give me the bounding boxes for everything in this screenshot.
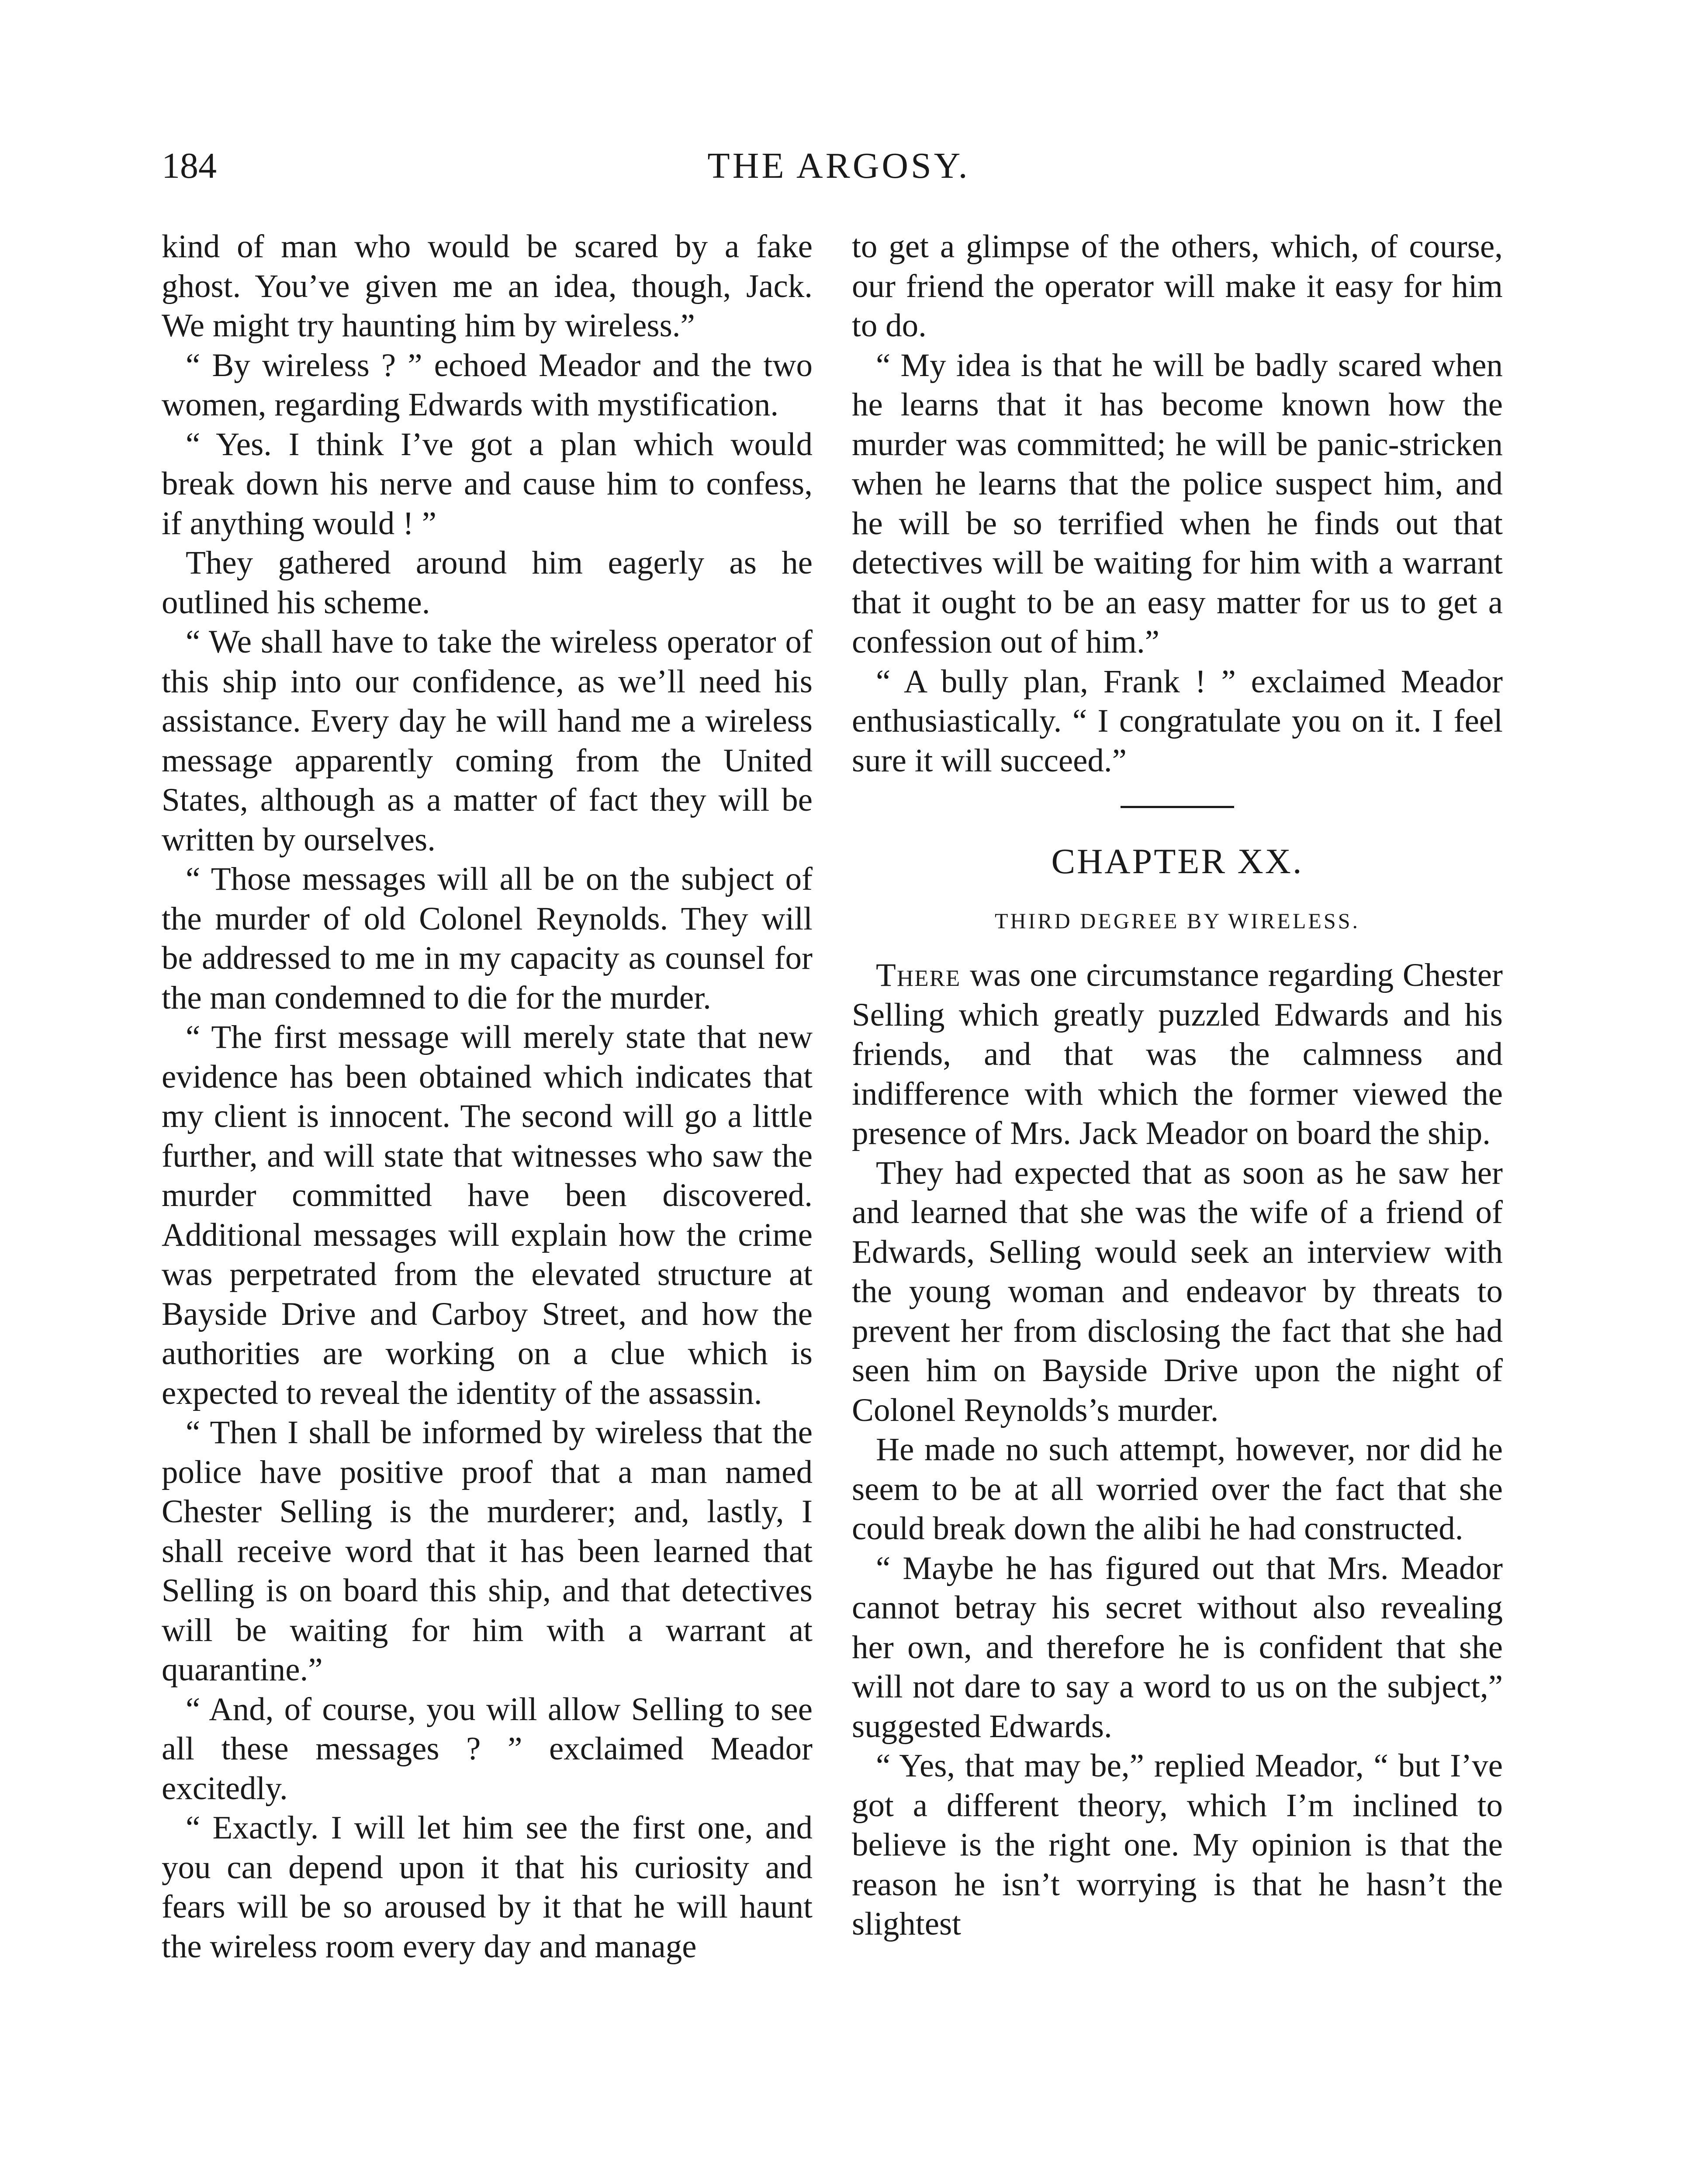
paragraph: kind of man who would be scared by a fake ghost. You’ve given me an idea, though, Jack. We might try haunting him by wireless.” bbox=[162, 228, 813, 344]
opening-word: There bbox=[876, 957, 961, 993]
paragraph: “ We shall have to take the wireless operator of this ship into our confidence, as we’ll need his assistance. Every day he will hand me a wireless message apparently coming from the United States, although as a matter of fact they will be written by ourselves. bbox=[162, 624, 813, 858]
paragraph: “ Yes. I think I’ve got a plan which would break down his nerve and cause him to confess, if anything would ! ” bbox=[162, 426, 813, 542]
paragraph: “ Maybe he has figured out that Mrs. Meador cannot betray his secret without also revealing her own, and therefore he is confident that she will not dare to say a word to us on the subject,” suggested Edwards. bbox=[852, 1550, 1503, 1745]
running-title: THE ARGOSY. bbox=[707, 145, 970, 186]
paragraph: “ A bully plan, Frank ! ” exclaimed Meador enthusiastically. “ I congratulate you on it. I feel sure it will succeed.” bbox=[852, 663, 1503, 779]
right-column bbox=[852, 227, 1503, 1944]
paragraph: “ Those messages will all be on the subject of the murder of old Colonel Reynolds. They will be addressed to me in my capacity as counsel for the man condemned to die for the murder. bbox=[162, 861, 813, 1016]
chapter-opening-paragraph bbox=[852, 956, 1503, 1154]
section-divider bbox=[1121, 806, 1234, 808]
page-number: 184 bbox=[162, 145, 217, 186]
paragraph: “ My idea is that he will be badly scared when he learns that it has become known how the murder was committed; he will be panic-stricken when he learns that the police suspect him, and he will be so terrified when he finds out that detectives will be waiting for him with a warrant that it ought to be an easy matter for us to get a confession out of him.” bbox=[852, 347, 1503, 660]
paragraph: “ And, of course, you will allow Selling to see all these messages ? ” exclaimed Meador excitedly. bbox=[162, 1691, 813, 1807]
chapter-title: CHAPTER XX. bbox=[1051, 841, 1304, 881]
paragraph: They gathered around him eagerly as he outlined his scheme. bbox=[162, 545, 813, 621]
paragraph: He made no such attempt, however, nor did he seem to be at all worried over the fact that she could break down the alibi he had constructed. bbox=[852, 1431, 1503, 1547]
chapter-subtitle: THIRD DEGREE BY WIRELESS. bbox=[994, 909, 1360, 933]
paragraph: to get a glimpse of the others, which, of course, our friend the operator will make it easy for him to do. bbox=[852, 228, 1503, 344]
page-header bbox=[162, 144, 1516, 197]
left-column bbox=[162, 227, 813, 1966]
opening-text: was one circumstance regarding Chester Selling which greatly puzzled Edwards and his friends, and that was the calmness and indifference with which the former viewed the presence of Mrs. Jack Meador on board the ship. bbox=[852, 957, 1503, 1151]
paragraph: “ By wireless ? ” echoed Meador and the two women, regarding Edwards with mystification. bbox=[162, 347, 813, 423]
paragraph: “ Then I shall be informed by wireless that the police have positive proof that a man named Chester Selling is the murderer; and, lastly, I shall receive word that it has been learned that Selling is on board this ship, and that detectives will be waiting for him with a warrant at quarantine.” bbox=[162, 1414, 813, 1688]
paragraph: “ Yes, that may be,” replied Meador, “ but I’ve got a different theory, which I’m inclined to believe is the right one. My opinion is that the reason he isn’t worrying is that he hasn’t the slightest bbox=[852, 1748, 1503, 1942]
paragraph: They had expected that as soon as he saw her and learned that she was the wife of a friend of Edwards, Selling would seek an interview with the young woman and endeavor by threats to prevent her from disclosing the fact that she had seen him on Bayside Drive upon the night of Colonel Reynolds’s murder. bbox=[852, 1154, 1503, 1428]
paragraph: “ The first message will merely state that new evidence has been obtained which indicates that my client is innocent. The second will go a little further, and will state that witnesses who saw the murder committed have been discovered. Additional messages will explain how the crime was perpetrated from the elevated structure at Bayside Drive and Carboy Street, and how the authorities are working on a clue which is expected to reveal the identity of the assassin. bbox=[162, 1019, 813, 1411]
paragraph: “ Exactly. I will let him see the first one, and you can depend upon it that his curiosity and fears will be so aroused by it that he will haunt the wireless room every day and manage bbox=[162, 1810, 813, 1965]
